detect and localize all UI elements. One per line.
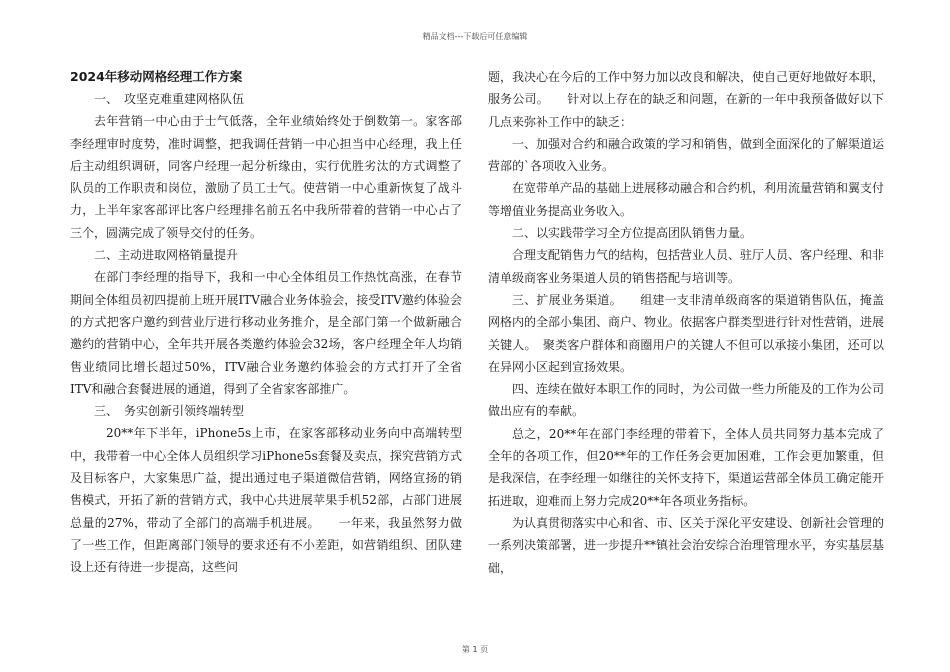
body-paragraph: 在部门李经理的指导下，我和一中心全体组员工作热忱高涨，在春节期间全体组员初四提前上班开展ITV融合业务体验会，接受ITV邀约体验会的方式把客户邀约到营业厅进行移动业务推介，是全部门第一个做新融合邀约的营销中心，全年共开展各类邀约体验会32场，客户经理全年人均销售业绩同比增长超过50%，ITV融合业务邀约体验会的方式打开了全省ITV和融合套餐进展的通道，得到了全省家客部推广。 bbox=[70, 270, 462, 396]
body-paragraph: 为认真贯彻落实中心和省、市、区关于深化平安建设、创新社会管理的一系列决策部署，进一步提升**镇社会治安综合治理管理水平，夯实基层基础， bbox=[488, 515, 885, 575]
list-item: 二、以实践带学习全方位提高团队销售力量。 bbox=[512, 226, 753, 241]
body-paragraph: 合理支配销售力气的结构，包括营业人员、驻厅人员、客户经理、和非清单级商客业务渠道人员的销售搭配与培训等。 bbox=[488, 248, 885, 285]
body-paragraph: 总之，20**年在部门李经理的带着下，全体人员共同努力基本完成了全年的各项工作，但20**年的工作任务会更加困难，工作会更加繁重，但是我深信，在李经理一如继往的关怀支持下，渠道运营部全体员工确定能开拓进取，迎难而上努力完成20**年各项业务指标。 bbox=[488, 426, 885, 508]
document-title: 2024年移动网格经理工作方案 bbox=[70, 69, 243, 84]
list-item: 三、扩展业务渠道。 组建一支非清单级商客的渠道销售队伍，掩盖网格内的全部小集团、商户、物业。依据客户群类型进行针对性营销，进展关键人。 聚类客户群体和商圈用户的关键人不但可以承接小集团，还可以在异网小区起到宣扬效果。 bbox=[488, 292, 885, 374]
section-heading: 三、 务实创新引领终端转型 bbox=[94, 404, 245, 419]
section-heading: 一、 攻坚克难重建网格队伍 bbox=[94, 92, 245, 106]
right-column bbox=[488, 66, 884, 579]
list-item: 一、加强对合约和融合政策的学习和销售，做到全面深化的了解渠道运营部的`各项收入业务。 bbox=[488, 136, 885, 174]
left-column bbox=[70, 66, 462, 579]
body-paragraph: 题，我决心在今后的工作中努力加以改良和解决，使自己更好地做好本职，服务公司。 针对以上存在的缺乏和问题，在新的一年中我预备做好以下几点来弥补工作中的缺乏： bbox=[488, 70, 885, 129]
body-paragraph: 20**年下半年，iPhone5s上市，在家客部移动业务向中高端转型中，我带着一中心全体人员组织学习iPhone5s套餐及卖点，探究营销方式及目标客户，大家集思广益，提出通过电子渠道微信营销，网络宣扬的销售模式，开拓了新的营销方式，我中心共进展苹果手机52部，占部门进展总量的27%，带动了全部门的高端手机进展。 一年来，我虽然努力做了一些工作，但距离部门领导的要求还有不小差距，如营销组织、团队建设上还有待进一步提高，这些问 bbox=[70, 426, 462, 575]
list-item: 四、连续在做好本职工作的同时，为公司做一些力所能及的工作为公司做出应有的奉献。 bbox=[488, 382, 885, 419]
body-paragraph: 在宽带单产品的基础上进展移动融合和合约机，利用流量营销和翼支付等增值业务提高业务收入。 bbox=[488, 181, 885, 218]
section-heading: 二、主动进取网格销量提升 bbox=[94, 248, 239, 263]
body-paragraph: 去年营销一中心由于士气低落，全年业绩始终处于倒数第一。家客部李经理审时度势，准时调整，把我调任营销一中心担当中心经理，我上任后主动组织调研，同客户经理一起分析缘由，实行优胜劣汰的方式调整了队员的工作职责和岗位，激励了员工士气。使营销一中心重新恢复了战斗力，上半年家客部评比客户经理排名前五名中我所带着的营销一中心占了三个，圆满完成了领导交付的任务。 bbox=[70, 114, 462, 240]
page-header: 精品文档---下载后可任意编辑 bbox=[422, 32, 528, 41]
page-number: 第 1 页 bbox=[461, 645, 489, 654]
